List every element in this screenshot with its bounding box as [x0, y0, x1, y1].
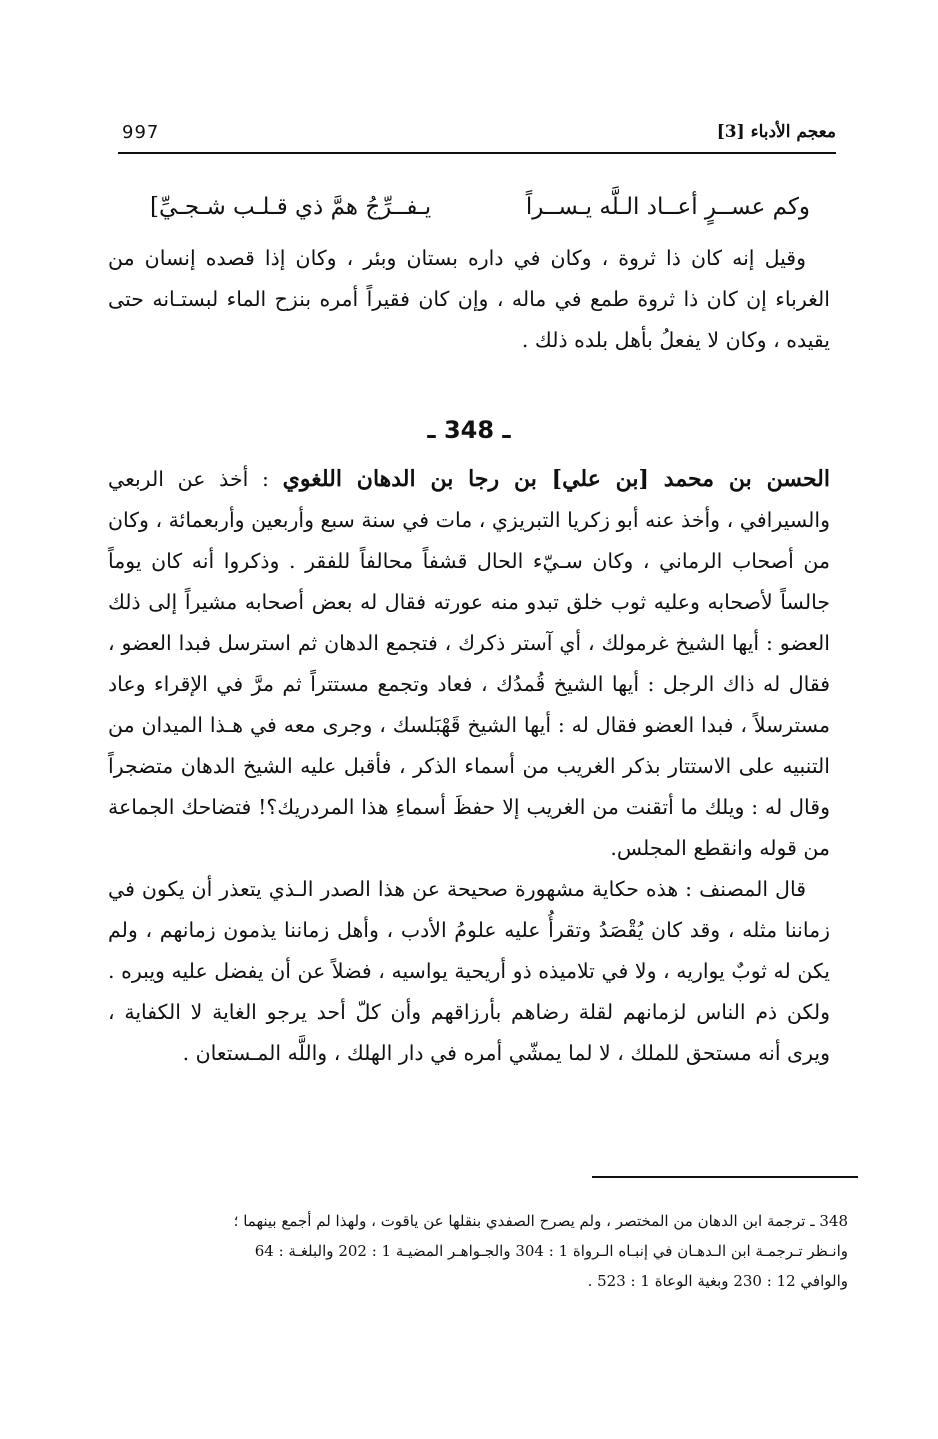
entry-text-block: [108, 459, 830, 1074]
intro-text-block: [108, 238, 830, 361]
running-title: معجم الأدباء [3]: [716, 122, 836, 142]
page-number: 997: [122, 122, 160, 143]
verse-first-hemistich: وكم عســرٍ أعــاد الـلَّه يـســراً: [525, 194, 810, 220]
entry-name: الحسن بن محمد [بن علي] بن رجا بن الدهان اللغوي: [282, 466, 830, 492]
intro-paragraph: وقيل إنه كان ذا ثروة ، وكان في داره بستان وبئر ، وكان إذا قصده إنسان من الغرباء إن كان ذا ثروة طمع في ماله ، وإن كان فقيراً أمره بنزح الماء لبستـانه حتى يقيده ، وكان لا يفعلُ بأهل بلده ذلك .: [108, 246, 830, 352]
poetry-verse: [150, 194, 810, 230]
entry-first-paragraph: [108, 459, 830, 869]
entry-number: ـ 348 ـ: [427, 416, 511, 444]
footnote-line: 348 ـ ترجمة ابن الدهان من المختصر ، ولم يصرح الصفدي بنقلها عن ياقوت ، ولهذا لم أجمع بينهما ؛: [233, 1212, 848, 1230]
entry-author-comment: قال المصنف : هذه حكاية مشهورة صحيحة عن هذا الصدر الـذي يتعذر أن يكون في زماننا مثله ، وقد كان يُقْصَدُ وتقرأُ عليه علومُ الأدب ، وأهل زماننا يذمون زمانهم ، ولم يكن له ثوبٌ يواريه ، ولا في تلاميذه ذو أريحية يواسيه ، فضلاً عن أن يفضل عليه ويبره . ولكن ذم الناس لزمانهم لقلة رضاهم بأرزاقهم وأن كلّ أحد يرجو الغاية لا الكفاية ، ويرى أنه مستحق للملك ، لا لما يمشّي أمره في دار الهلك ، واللَّه المـستعان .: [108, 877, 830, 1065]
footnote-line: والوافي 12 : 230 وبغية الوعاة 1 : 523 .: [587, 1272, 848, 1290]
footnote-divider: [592, 1176, 858, 1178]
verse-second-hemistich: يـفــرِّجُ همَّ ذي قـلـب شـجـيِّ]: [150, 194, 432, 220]
footnote-line: وانـظر تـرجمـة ابن الـدهـان في إنبـاه الـرواة 1 : 304 والجـواهـر المضيـة 1 : 202 والبلغـة : 64: [254, 1242, 848, 1260]
footnote: [233, 1206, 848, 1296]
entry-biography-text: : أخذ عن الربعي والسيرافي ، وأخذ عنه أبو زكريا التبريزي ، مات في سنة سبع وأربعين وأربعمائة ، وكان من أصحاب الرماني ، وكان سـيّء الحال قشفاً محالفاً للفقر . وذكروا أنه كان يوماً جالساً لأصحابه وعليه ثوب خلق تبدو منه عورته فقال له بعض أصحابه مشيراً إلى ذلك العضو : أيها الشيخ غرمولك ، أي آستر ذكرك ، فتجمع الدهان ثم استرسل فبدا العضو ، فقال له ذاك الرجل : أيها الشيخ قُمدُك ، فعاد وتجمع مستتراً ثم مرَّ في الإقراء وعاد مسترسلاً ، فبدا العضو فقال له : أيها الشيخ قَهْبَلسك ، وجرى معه في هـذا الميدان من التنبيه على الاستتار بذكر الغريب من أسماء الذكر ، فأقبل عليه الشيخ الدهان متضجراً وقال له : ويلك ما أتقنت من الغريب إلا حفظَ أسماءِ هذا المردريك؟! فتضاحك الجماعة من قوله وانقطع المجلس.: [108, 467, 830, 860]
page-header: [118, 118, 836, 154]
